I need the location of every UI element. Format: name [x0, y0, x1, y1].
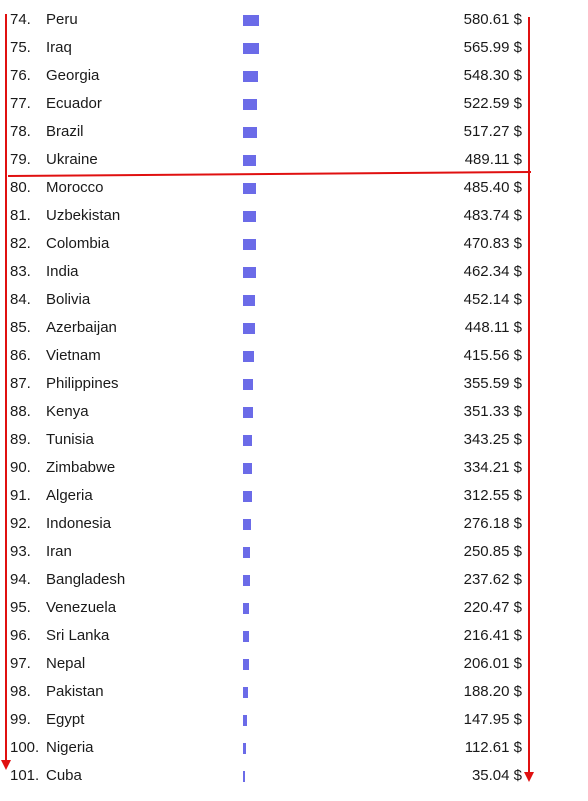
rank-label: 80.: [10, 179, 31, 196]
country-label: Cuba: [46, 767, 82, 784]
chart-row: [0, 734, 588, 762]
value-label: 343.25 $: [463, 431, 522, 448]
country-label: Peru: [46, 11, 78, 28]
value-label: 188.20 $: [463, 683, 522, 700]
country-label: Colombia: [46, 235, 110, 252]
value-label: 351.33 $: [463, 403, 522, 420]
rank-label: 88.: [10, 403, 31, 420]
rank-label: 76.: [10, 67, 31, 84]
chart-row: [0, 202, 588, 230]
rank-label: 84.: [10, 291, 31, 308]
value-label: 470.83 $: [463, 235, 522, 252]
value-bar: [243, 239, 256, 250]
rank-label: 93.: [10, 543, 31, 560]
value-bar: [243, 631, 249, 642]
value-bar: [243, 379, 253, 390]
chart-row: [0, 706, 588, 734]
rank-label: 97.: [10, 655, 31, 672]
country-label: Ukraine: [46, 151, 98, 168]
country-label: India: [46, 263, 79, 280]
value-label: 112.61 $: [464, 739, 522, 756]
country-label: Georgia: [46, 67, 100, 84]
chart-row: [0, 230, 588, 258]
rank-label: 100.: [10, 739, 40, 756]
chart-row: [0, 118, 588, 146]
country-label: Philippines: [46, 375, 119, 392]
chart-row: [0, 566, 588, 594]
value-bar: [243, 351, 254, 362]
value-label: 522.59 $: [463, 95, 522, 112]
value-bar: [243, 267, 256, 278]
value-bar: [243, 435, 252, 446]
chart-row: [0, 370, 588, 398]
country-label: Azerbaijan: [46, 319, 117, 336]
value-label: 355.59 $: [463, 375, 522, 392]
country-label: Tunisia: [46, 431, 94, 448]
chart-row: [0, 314, 588, 342]
chart-row: [0, 510, 588, 538]
rank-label: 90.: [10, 459, 31, 476]
country-label: Morocco: [46, 179, 104, 196]
country-label: Indonesia: [46, 515, 112, 532]
rank-label: 91.: [10, 487, 31, 504]
rank-label: 82.: [10, 235, 31, 252]
value-bar: [243, 99, 257, 110]
value-label: 415.56 $: [463, 347, 522, 364]
value-bar: [243, 183, 256, 194]
rank-label: 83.: [10, 263, 31, 280]
rank-label: 85.: [10, 319, 31, 336]
chart-row: [0, 258, 588, 286]
value-bar: [243, 771, 245, 782]
rank-label: 79.: [10, 151, 31, 168]
country-label: Kenya: [46, 403, 89, 420]
value-bar: [243, 491, 252, 502]
value-bar: [243, 211, 256, 222]
value-bar: [243, 547, 250, 558]
country-label: Brazil: [46, 123, 84, 140]
chart-row: [0, 6, 588, 34]
country-label: Pakistan: [46, 683, 104, 700]
country-label: Nigeria: [46, 739, 94, 756]
value-bar: [243, 15, 259, 26]
value-bar: [243, 575, 250, 586]
value-label: 565.99 $: [463, 39, 522, 56]
rank-label: 74.: [10, 11, 31, 28]
value-bar: [243, 127, 257, 138]
chart-row: [0, 90, 588, 118]
value-label: 483.74 $: [463, 207, 522, 224]
country-label: Algeria: [46, 487, 93, 504]
country-label: Egypt: [46, 711, 85, 728]
value-bar: [243, 603, 249, 614]
chart-row: [0, 398, 588, 426]
rank-label: 75.: [10, 39, 31, 56]
rank-label: 81.: [10, 207, 31, 224]
value-label: 250.85 $: [463, 543, 522, 560]
chart-row: [0, 482, 588, 510]
rank-label: 78.: [10, 123, 31, 140]
chart-row: [0, 62, 588, 90]
chart-row: [0, 762, 588, 790]
value-label: 220.47 $: [463, 599, 522, 616]
chart-row: [0, 454, 588, 482]
value-label: 216.41 $: [463, 627, 522, 644]
rank-label: 86.: [10, 347, 31, 364]
value-bar: [243, 659, 249, 670]
value-label: 548.30 $: [463, 67, 522, 84]
country-label: Iraq: [46, 39, 72, 56]
value-label: 334.21 $: [463, 459, 522, 476]
value-label: 452.14 $: [463, 291, 522, 308]
country-label: Venezuela: [46, 599, 117, 616]
value-label: 448.11 $: [464, 319, 522, 336]
country-label: Iran: [46, 543, 72, 560]
rank-label: 92.: [10, 515, 31, 532]
value-bar: [243, 715, 247, 726]
rank-label: 96.: [10, 627, 31, 644]
value-bar: [243, 323, 255, 334]
value-label: 35.04 $: [471, 767, 522, 784]
chart-row: [0, 678, 588, 706]
value-bar: [243, 519, 251, 530]
rank-label: 89.: [10, 431, 31, 448]
value-bar: [243, 407, 253, 418]
chart-row: [0, 34, 588, 62]
value-label: 206.01 $: [463, 655, 522, 672]
value-bar: [243, 43, 259, 54]
country-label: Ecuador: [46, 95, 102, 112]
rank-label: 87.: [10, 375, 31, 392]
value-bar: [243, 463, 252, 474]
value-label: 485.40 $: [463, 179, 522, 196]
rank-label: 101.: [10, 767, 40, 784]
rank-label: 77.: [10, 95, 31, 112]
value-label: 489.11 $: [464, 151, 522, 168]
value-bar: [243, 743, 246, 754]
value-bar: [243, 71, 258, 82]
country-label: Bolivia: [46, 291, 91, 308]
chart-row: [0, 650, 588, 678]
rank-label: 99.: [10, 711, 31, 728]
chart-row: [0, 426, 588, 454]
country-label: Uzbekistan: [46, 207, 121, 224]
chart-row: [0, 342, 588, 370]
chart-row: [0, 286, 588, 314]
value-label: 276.18 $: [463, 515, 522, 532]
rank-label: 95.: [10, 599, 31, 616]
value-bar: [243, 687, 248, 698]
country-label: Bangladesh: [46, 571, 126, 588]
country-label: Vietnam: [46, 347, 101, 364]
chart-row: [0, 174, 588, 202]
chart-row: [0, 538, 588, 566]
country-label: Sri Lanka: [46, 627, 110, 644]
chart-row: [0, 146, 588, 174]
value-bar: [243, 155, 256, 166]
rank-label: 94.: [10, 571, 31, 588]
value-label: 237.62 $: [463, 571, 522, 588]
value-label: 580.61 $: [463, 11, 522, 28]
value-label: 147.95 $: [463, 711, 522, 728]
country-label: Zimbabwe: [46, 459, 116, 476]
value-label: 517.27 $: [463, 123, 522, 140]
rank-label: 98.: [10, 683, 31, 700]
country-label: Nepal: [46, 655, 86, 672]
chart-row: [0, 594, 588, 622]
value-bar: [243, 295, 255, 306]
value-label: 312.55 $: [463, 487, 522, 504]
value-label: 462.34 $: [463, 263, 522, 280]
chart-row: [0, 622, 588, 650]
